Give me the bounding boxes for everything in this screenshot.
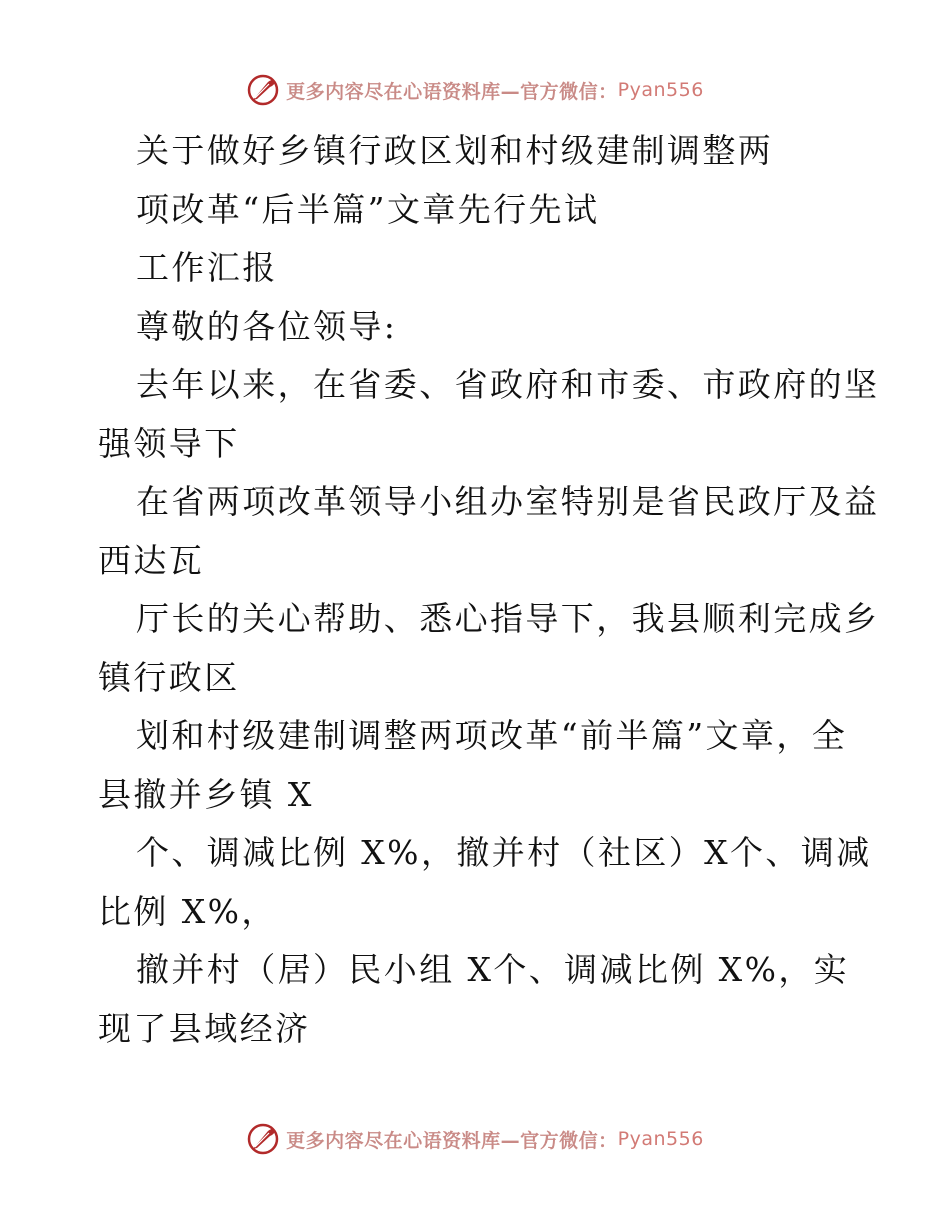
footer-wechat-id: Pyan556	[617, 1128, 704, 1150]
salutation: 尊敬的各位领导:	[136, 306, 398, 346]
paragraph-line: 镇行政区	[98, 657, 240, 697]
title-line-1: 关于做好乡镇行政区划和村级建制调整两	[136, 131, 774, 170]
paragraph-line: 去年以来，在省委、省政府和市委、市政府的坚	[136, 365, 880, 404]
title-line-2: 项改革“后半篇”文章先行先试	[136, 189, 600, 229]
paragraph-line: 强领导下	[98, 423, 240, 463]
footer-banner-text: 更多内容尽在心语资料库—官方微信：	[286, 1129, 618, 1152]
footer-banner	[0, 1119, 950, 1159]
paragraph-line: 个、调减比例 X%，撤并村（社区）X个、调减	[136, 833, 872, 872]
title-line-3: 工作汇报	[136, 248, 278, 287]
document-body	[98, 122, 880, 1058]
paragraph-line: 西达瓦	[98, 540, 205, 580]
paragraph-line: 县撤并乡镇 X	[98, 774, 314, 814]
paragraph-line: 在省两项改革领导小组办室特别是省民政厅及益	[136, 482, 880, 521]
paragraph-line: 厅长的关心帮助、悉心指导下，我县顺利完成乡	[136, 599, 880, 638]
paragraph-line: 划和村级建制调整两项改革“前半篇”文章，全	[136, 716, 848, 755]
header-banner-text: 更多内容尽在心语资料库—官方微信：	[286, 80, 618, 103]
quill-logo-icon	[246, 73, 280, 107]
paragraph-line: 现了县域经济	[98, 1008, 311, 1048]
paragraph-line: 撤并村（居）民小组 X个、调减比例 X%，实	[136, 950, 850, 989]
header-wechat-id: Pyan556	[617, 79, 704, 101]
quill-logo-icon	[246, 1122, 280, 1156]
paragraph-line: 比例 X%，	[98, 891, 277, 931]
header-banner	[0, 70, 950, 110]
